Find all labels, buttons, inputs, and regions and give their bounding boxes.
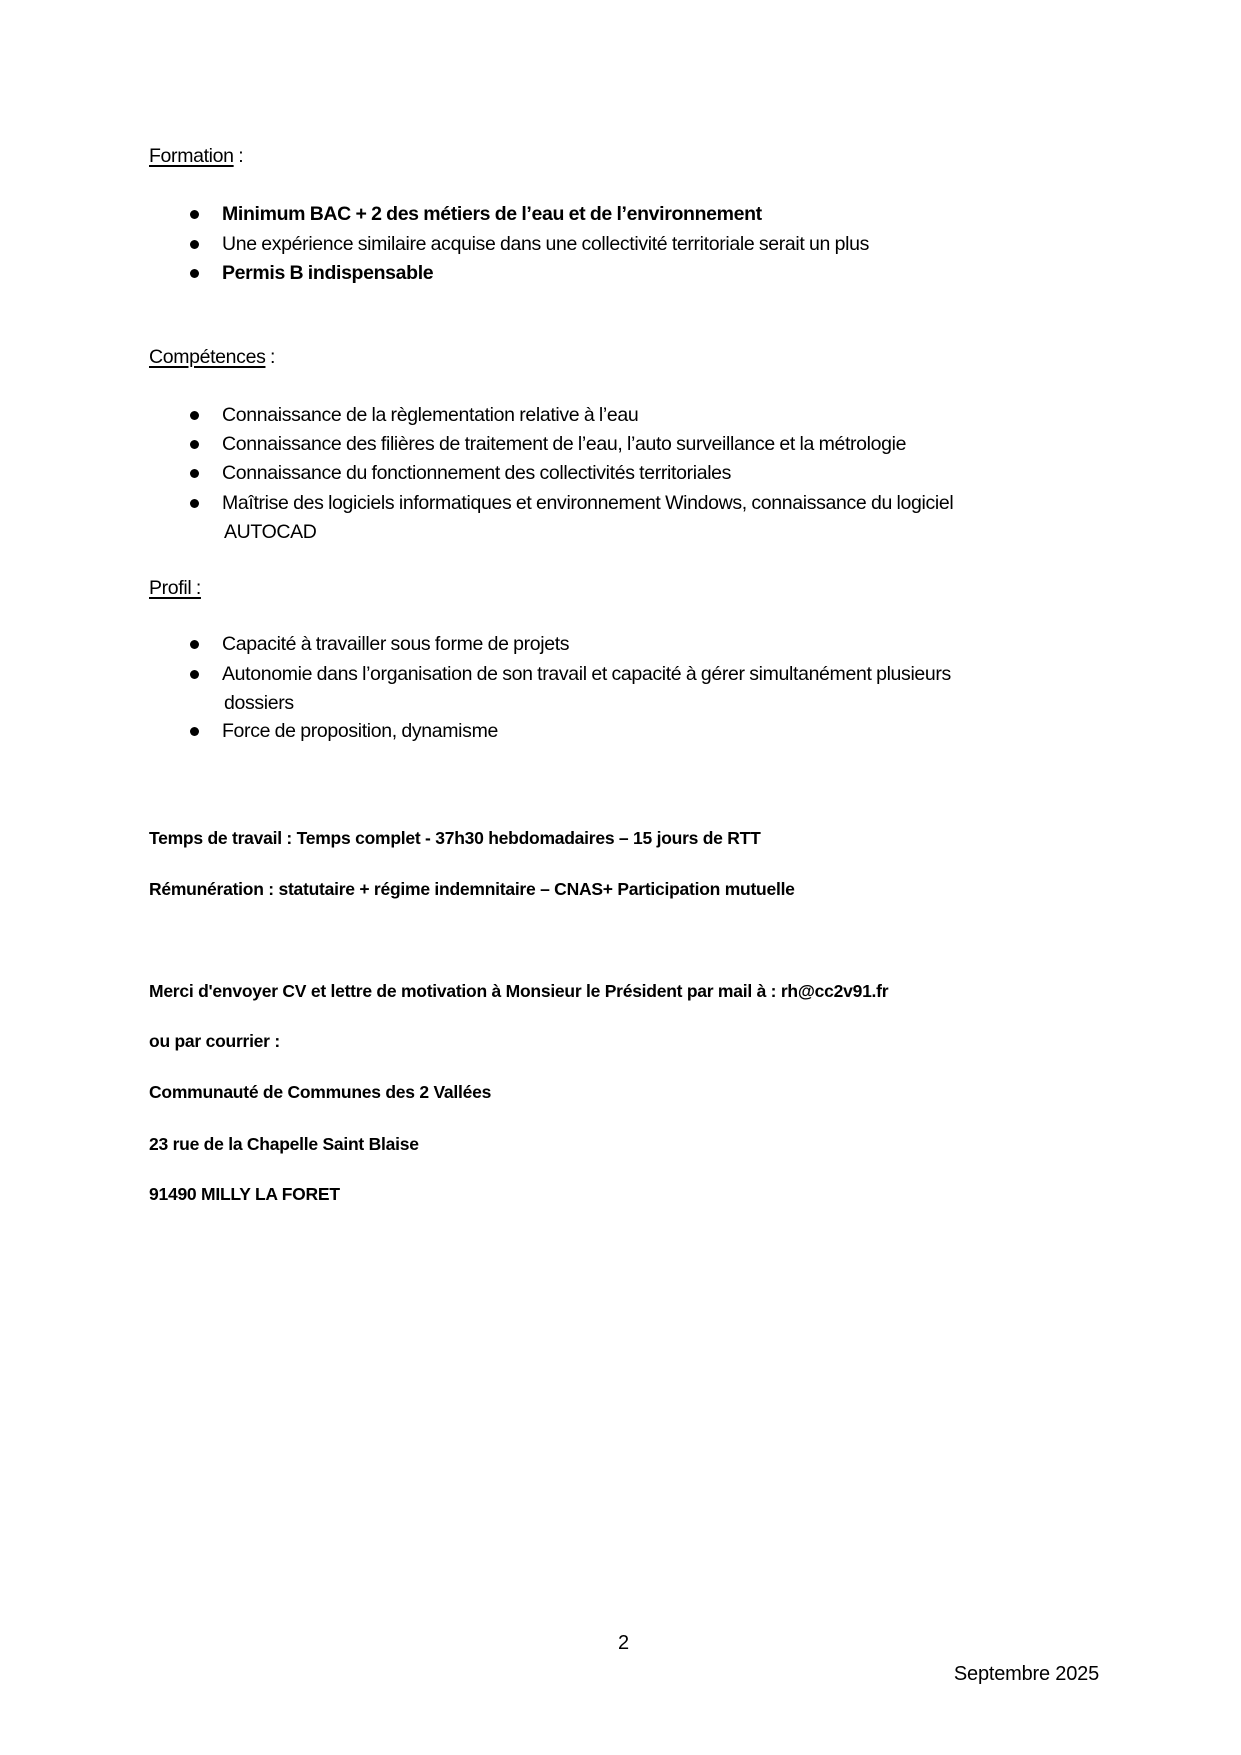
list-item: Capacité à travailler sous forme de projets bbox=[222, 633, 570, 655]
heading-colon: : bbox=[265, 346, 276, 368]
bullet-icon bbox=[190, 240, 200, 250]
address-line: 91490 MILLY LA FORET bbox=[149, 1184, 340, 1204]
list-item: Permis B indispensable bbox=[222, 262, 434, 284]
section-heading-competences bbox=[149, 348, 275, 368]
application-email-text: Merci d'envoyer CV et lettre de motivation à Monsieur le Président par mail à : rh@cc2v91.fr bbox=[149, 981, 889, 1001]
page-number: 2 bbox=[618, 1632, 630, 1654]
heading-colon: : bbox=[233, 145, 244, 167]
list-item-continuation: AUTOCAD bbox=[224, 521, 317, 543]
list-item: Une expérience similaire acquise dans une collectivité territoriale serait un plus bbox=[222, 233, 869, 255]
bullet-icon bbox=[190, 210, 200, 220]
bullet-icon bbox=[190, 727, 200, 737]
section-title: Compétences bbox=[149, 346, 266, 368]
footer-date: Septembre 2025 bbox=[953, 1663, 1099, 1685]
bullet-icon bbox=[190, 469, 200, 479]
list-item: Connaissance de la règlementation relative à l’eau bbox=[222, 404, 639, 426]
working-time-text: Temps de travail : Temps complet - 37h30 hebdomadaires – 15 jours de RTT bbox=[149, 828, 761, 848]
bullet-icon bbox=[190, 269, 200, 279]
bullet-icon bbox=[190, 411, 200, 421]
bullet-icon bbox=[190, 670, 200, 680]
mail-intro-text: ou par courrier : bbox=[149, 1031, 280, 1051]
address-line: 23 rue de la Chapelle Saint Blaise bbox=[149, 1134, 419, 1154]
list-item: Connaissance des filières de traitement de l’eau, l’auto surveillance et la métrologie bbox=[222, 433, 907, 455]
list-item: Maîtrise des logiciels informatiques et environnement Windows, connaissance du logiciel bbox=[222, 492, 954, 514]
section-heading-formation bbox=[149, 147, 243, 167]
bullet-icon bbox=[190, 440, 200, 450]
bullet-icon bbox=[190, 640, 200, 650]
address-line: Communauté de Communes des 2 Vallées bbox=[149, 1082, 492, 1102]
list-item-continuation: dossiers bbox=[224, 692, 294, 714]
list-item: Connaissance du fonctionnement des collectivités territoriales bbox=[222, 462, 732, 484]
bullet-icon bbox=[190, 499, 200, 509]
remuneration-text: Rémunération : statutaire + régime indemnitaire – CNAS+ Participation mutuelle bbox=[149, 879, 795, 899]
list-item: Autonomie dans l’organisation de son travail et capacité à gérer simultanément plusieurs bbox=[222, 663, 951, 685]
section-title: Profil : bbox=[149, 577, 201, 599]
section-title: Formation bbox=[149, 145, 234, 167]
list-item: Force de proposition, dynamisme bbox=[222, 720, 498, 742]
section-heading-profil bbox=[149, 579, 201, 599]
list-item: Minimum BAC + 2 des métiers de l’eau et de l’environnement bbox=[222, 203, 762, 225]
